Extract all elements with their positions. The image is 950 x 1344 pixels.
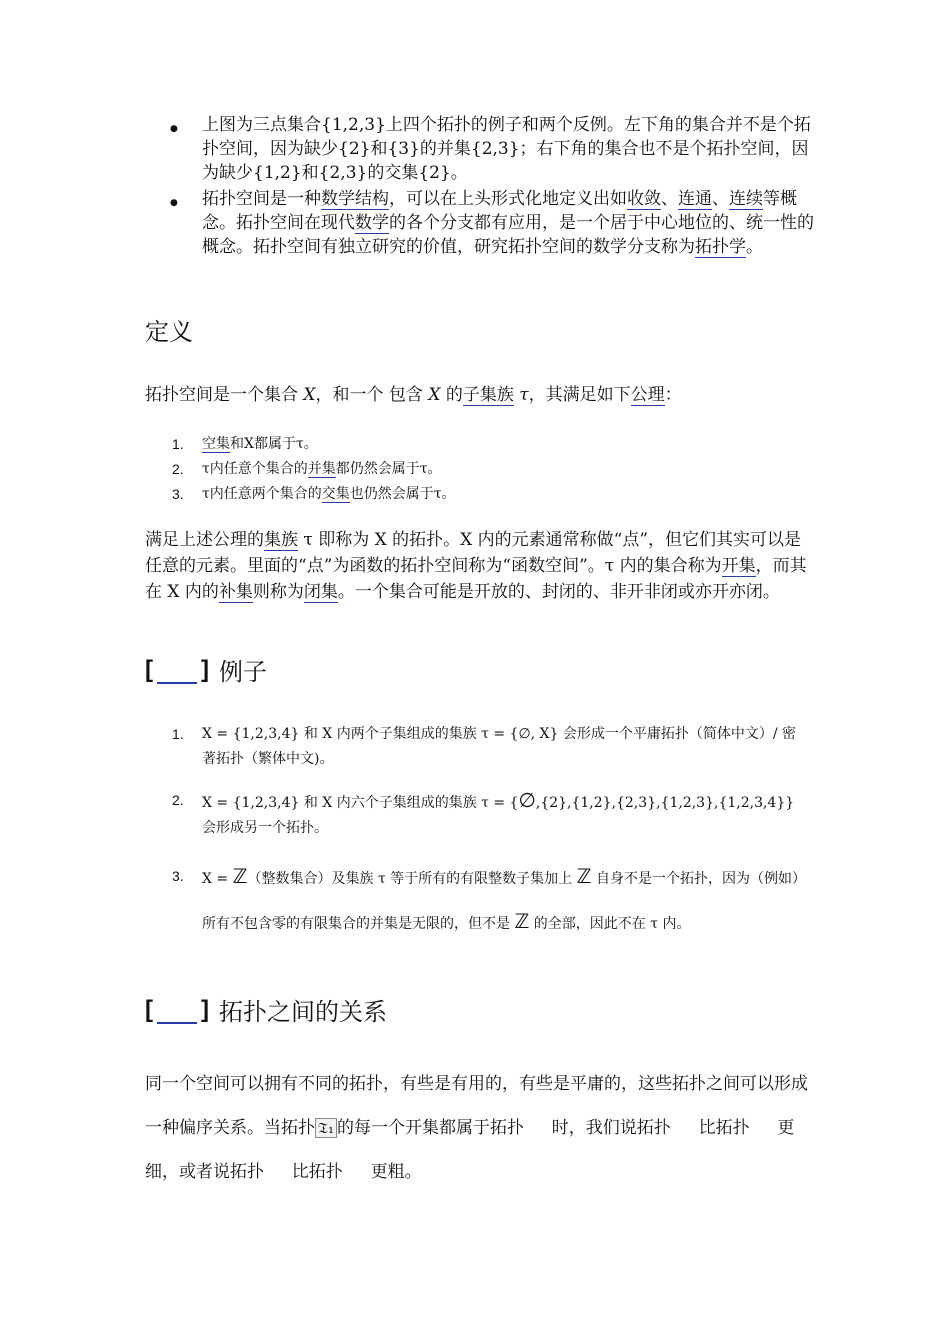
section-heading-relations xyxy=(145,992,387,1027)
link-mathematics[interactable]: 数学 xyxy=(355,213,389,233)
link-convergence[interactable]: 收敛 xyxy=(627,189,661,209)
section-title: 例子 xyxy=(219,658,267,686)
integers-symbol: ℤ xyxy=(232,864,248,888)
axiom-list xyxy=(168,432,456,507)
link-intersection[interactable]: 交集 xyxy=(321,486,350,502)
bullet-item: ● 拓扑空间是一种数学结构，可以在上头形式化地定义出如收敛、连通、连续等概念。拓扑空间在现代数学的各个分支都有应用，是一个居于中心地位的、统一性的概念。拓扑空间有独立研究的价值，研究拓扑空间的数学分支称为拓扑学。 xyxy=(168,187,818,259)
definition-intro: 拓扑空间是一个集合 X，和一个 包含 X 的子集族 τ，其满足如下公理： xyxy=(145,385,682,405)
list-item: 2. τ内任意个集合的并集都仍然会属于τ。 xyxy=(172,461,442,477)
intro-bullets xyxy=(168,113,818,261)
edit-bracket-close: ] xyxy=(201,655,209,683)
edit-bracket-close: ] xyxy=(201,995,209,1023)
link-axiom[interactable]: 公理 xyxy=(630,385,665,405)
integers-symbol: ℤ xyxy=(576,864,592,888)
example-list xyxy=(168,722,808,945)
link-topology[interactable]: 拓扑学 xyxy=(695,237,746,257)
empty-set-symbol: ∅ xyxy=(518,788,536,812)
edit-bracket-open: [ xyxy=(145,995,153,1023)
relations-paragraph: 同一个空间可以拥有不同的拓扑，有些是有用的，有些是平庸的，这些拓扑之间可以形成一种偏序关系。当拓扑 𝔗₁ 的每一个开集都属于拓扑 时，我们说拓扑 比拓扑 更细，或者说拓扑 比拓扑 更粗。 xyxy=(145,1074,808,1182)
link-complement[interactable]: 补集 xyxy=(218,582,253,602)
list-item: 3. τ内任意两个集合的交集也仍然会属于τ。 xyxy=(172,486,456,502)
list-item: 1. 空集和X都属于τ。 xyxy=(172,436,318,452)
link-open-set[interactable]: 开集 xyxy=(721,556,756,576)
section-heading-examples xyxy=(145,652,267,687)
link-connected[interactable]: 连通 xyxy=(678,189,712,209)
list-item: 2. X = {1,2,3,4} 和 X 内六个子集组成的集族 τ = {∅,{2},{1,2},{2,3},{1,2,3},{1,2,3,4}} 会形成另一个拓扑。 xyxy=(172,788,795,836)
link-subset-family[interactable]: 子集族 xyxy=(462,385,514,405)
link-empty-set[interactable]: 空集 xyxy=(202,436,230,452)
tau1-formula-image: 𝔗₁ xyxy=(315,1118,337,1138)
definition-paragraph: 满足上述公理的集族 τ 即称为 X 的拓扑。X 内的元素通常称做“点”，但它们其实可以是任意的元素。里面的“点”为函数的拓扑空间称为“函数空间”。τ 内的集合称为开集，而其在 X 内的补集则称为闭集。一个集合可能是开放的、封闭的、非开非闭或亦开亦闭。 xyxy=(145,530,807,602)
section-title: 拓扑之间的关系 xyxy=(219,998,387,1026)
list-item: 1. X = {1,2,3,4} 和 X 内两个子集组成的集族 τ = {∅, X} 会形成一个平庸拓扑（简体中文）/ 密著拓扑（繁体中文)。 xyxy=(172,726,797,767)
link-set-family[interactable]: 集族 xyxy=(264,530,298,550)
link-math-structure[interactable]: 数学结构 xyxy=(321,189,389,209)
edit-link[interactable] xyxy=(157,996,197,1024)
list-item: 3. X = ℤ（整数集合）及集族 τ 等于所有的有限整数子集加上 ℤ 自身不是一个拓扑，因为（例如）所有不包含零的有限集合的并集是无限的，但不是 ℤ 的全部，因此不在 τ 内。 xyxy=(172,864,806,933)
link-closed-set[interactable]: 闭集 xyxy=(303,582,338,602)
integers-symbol: ℤ xyxy=(514,909,530,933)
bullet-item: ● 上图为三点集合{1,2,3}上四个拓扑的例子和两个反例。左下角的集合并不是个拓扑空间，因为缺少{2}和{3}的并集{2,3}；右下角的集合也不是个拓扑空间，因为缺少{1,2}和{2,3}的交集{2}。 xyxy=(168,113,818,185)
edit-link[interactable] xyxy=(157,656,197,684)
link-union[interactable]: 并集 xyxy=(307,461,336,477)
link-continuous[interactable]: 连续 xyxy=(729,189,763,209)
edit-bracket-open: [ xyxy=(145,655,153,683)
section-heading-definition: 定义 xyxy=(145,318,193,346)
